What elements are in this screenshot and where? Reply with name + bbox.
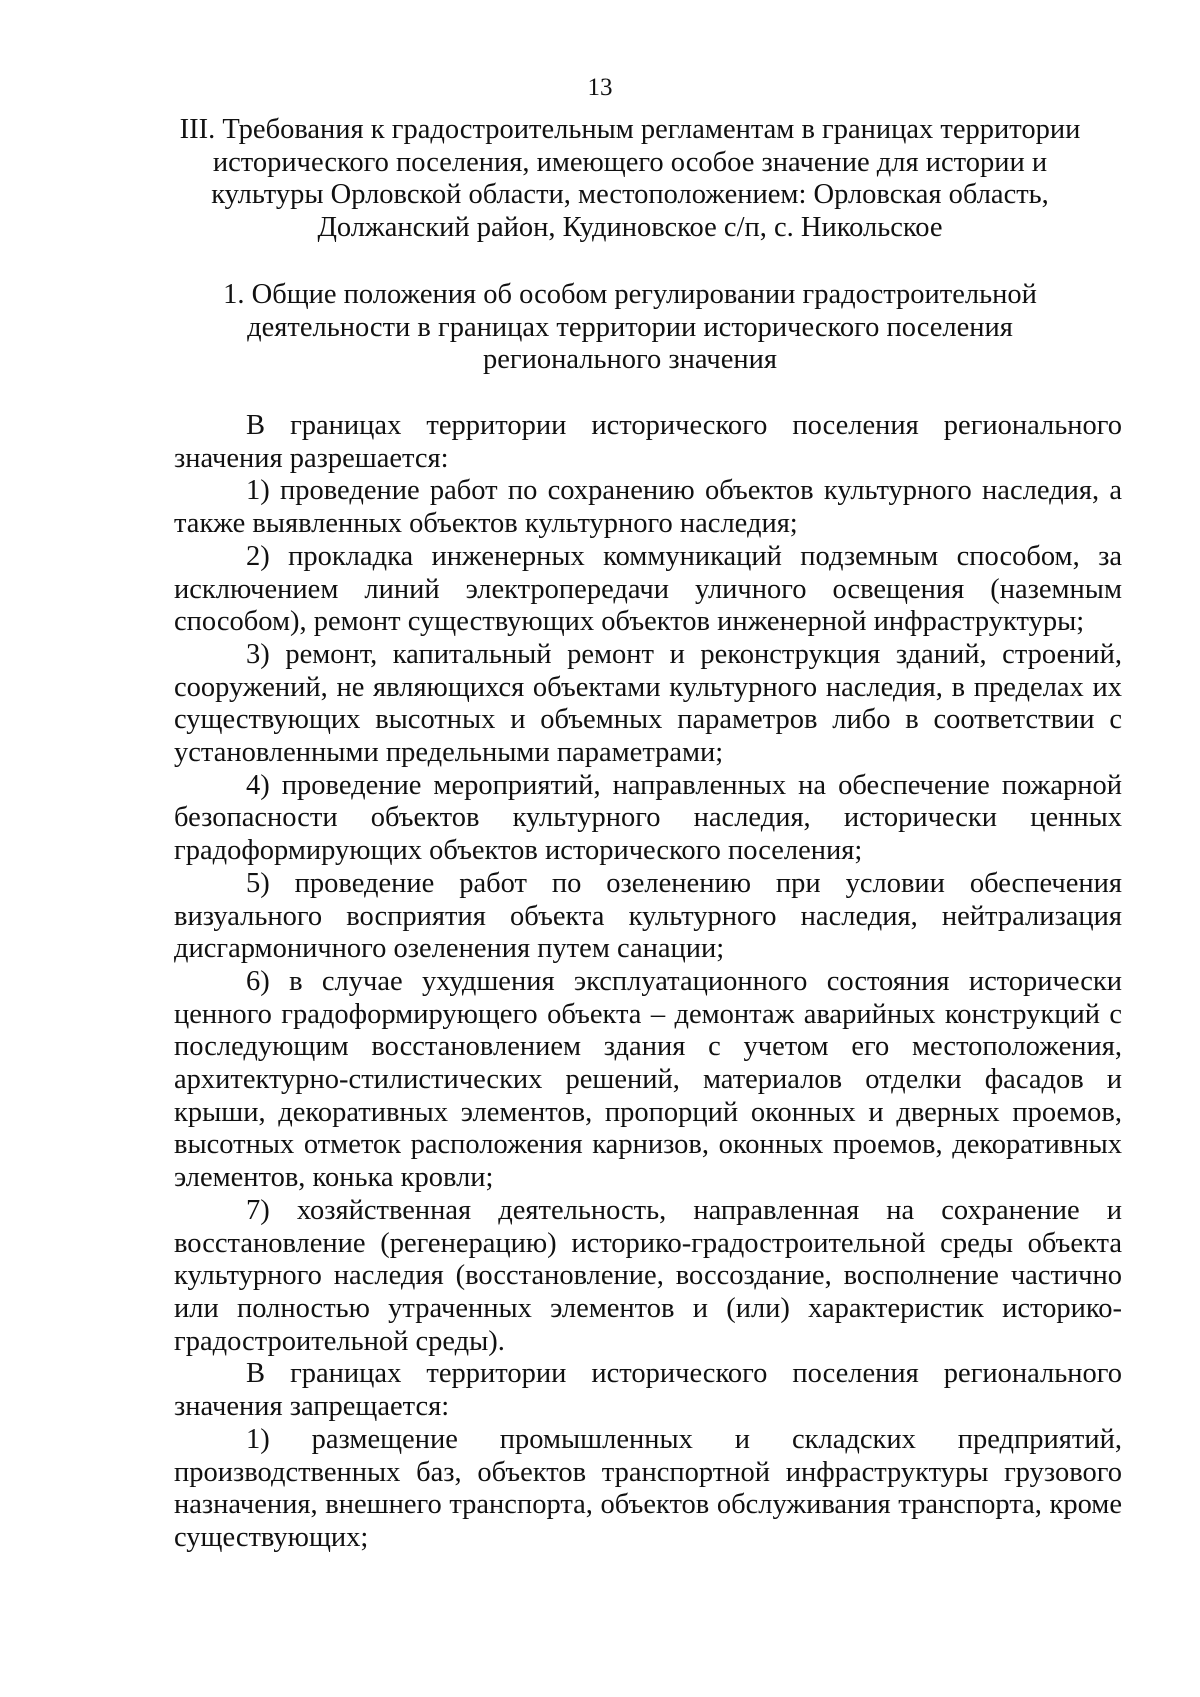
paragraph-prohibited-item-1: 1) размещение промышленных и складских предприятий, производственных баз, объектов транспортной инфраструктуры грузового назначения, внешнего транспорта, объектов обслуживания транспорта, кроме существующих; xyxy=(174,1423,1122,1553)
paragraph-allowed-item-7: 7) хозяйственная деятельность, направленная на сохранение и восстановление (регенерацию) историко-градостроительной среды объекта культурного наследия (восстановление, воссоздание, восполнение частично или полностью утраченных элементов и (или) характеристик историко-градостроительной среды). xyxy=(174,1194,1122,1357)
paragraph-allowed-item-6: 6) в случае ухудшения эксплуатационного состояния исторически ценного градоформирующего объекта – демонтаж аварийных конструкций с последующим восстановлением здания с учетом его местоположения, архитектурно-стилистических решений, материалов отделки фасадов и крыши, декоративных элементов, пропорций оконных и дверных проемов, высотных отметок расположения карнизов, оконных проемов, декоративных элементов, конька кровли; xyxy=(174,965,1122,1194)
page-number: 13 xyxy=(587,74,613,101)
paragraph-intro-prohibited: В границах территории исторического поселения регионального значения запрещается: xyxy=(174,1358,1122,1423)
paragraph-intro-allowed: В границах территории исторического поселения регионального значения разрешается: xyxy=(174,410,1122,474)
body-text xyxy=(174,410,1122,1555)
paragraph-allowed-item-4: 4) проведение мероприятий, направленных на обеспечение пожарной безопасности объектов культурного наследия, исторически ценных градоформирующих объектов исторического поселения; xyxy=(174,769,1122,867)
paragraph-allowed-item-1: 1) проведение работ по сохранению объектов культурного наследия, а также выявленных объектов культурного наследия; xyxy=(174,475,1122,540)
paragraph-allowed-item-5: 5) проведение работ по озеленению при условии обеспечения визуального восприятия объекта культурного наследия, нейтрализация дисгармоничного озеленения путем санации; xyxy=(174,867,1122,965)
subsection-title: 1. Общие положения об особом регулировании градостроительной деятельности в границах территории исторического поселения регионального значения xyxy=(223,279,1037,375)
paragraph-allowed-item-3: 3) ремонт, капитальный ремонт и реконструкция зданий, строений, сооружений, не являющихся объектами культурного наследия, в пределах их существующих высотных и объемных параметров либо в соответствии с установленными предельными параметрами; xyxy=(174,638,1122,769)
paragraph-allowed-item-2: 2) прокладка инженерных коммуникаций подземным способом, за исключением линий электропередачи уличного освещения (наземным способом), ремонт существующих объектов инженерной инфраструктуры; xyxy=(174,540,1122,638)
section-title: III. Требования к градостроительным регламентам в границах территории исторического поселения, имеющего особое значение для истории и культуры Орловской области, местоположением: Орловская область, Должанский район, Кудиновское с/п, с. Никольское xyxy=(179,114,1081,243)
